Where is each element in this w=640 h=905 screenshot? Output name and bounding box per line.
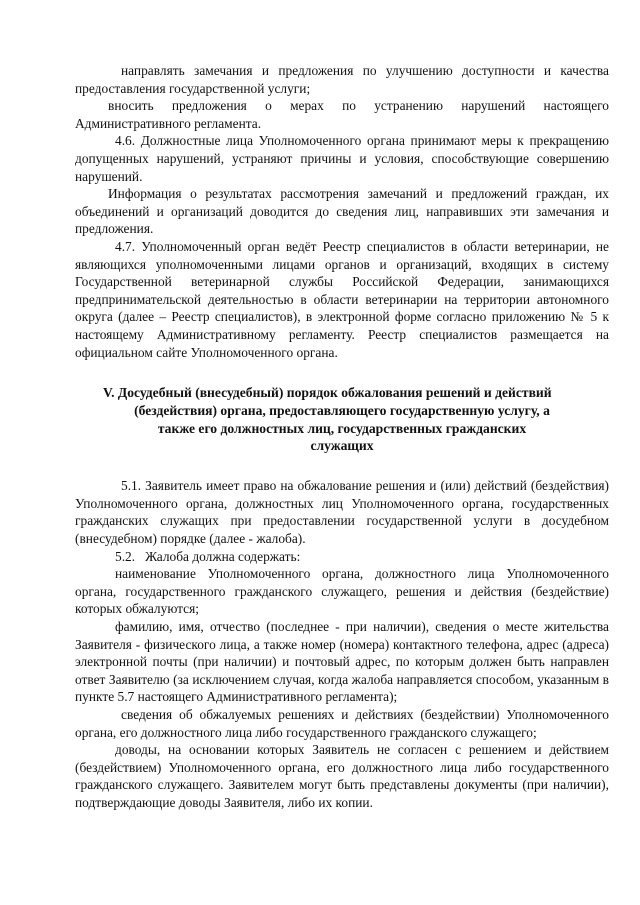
paragraph-send-remarks: направлять замечания и предложения по улучшению доступности и качества предоставления государственной услуги; — [75, 63, 609, 96]
document-page — [75, 62, 609, 812]
section-heading-line-2: (бездействия) органа, предоставляющего государственную услугу, а — [134, 402, 550, 418]
paragraph-5-1: 5.1. Заявитель имеет право на обжалование решения и (или) действий (бездействия) Уполномоченного органа, должностных лиц Уполномоченного органа, государственных гражданских служащих при предоставлении государственной услуги в досудебном (внесудебном) порядке (далее - жалоба). — [75, 478, 609, 547]
paragraph-appealed-decisions: сведения об обжалуемых решениях и действиях (бездействии) Уполномоченного органа, его должностного лица либо государственного гражданского служащего; — [75, 707, 609, 740]
paragraph-applicant-details: фамилию, имя, отчество (последнее - при наличии), сведения о месте жительства Заявителя - физического лица, а также номер (номера) контактного телефона, адрес (адреса) электронной почты (при наличии) и почтовый адрес, по которым должен быть направлен ответ Заявителю (за исключением случая, когда жалоба направляется способом, указанным в пункте 5.7 настоящего Административного регламента); — [75, 619, 609, 705]
section-heading-line-4: служащих — [310, 438, 374, 454]
paragraph-arguments: доводы, на основании которых Заявитель не согласен с решением и действием (бездействием) Уполномоченного органа, его должностного лица либо государственного гражданского служащего. Заявителем могут быть представлены документы (при наличии), подтверждающие доводы Заявителя, либо их копии. — [75, 742, 609, 810]
paragraph-submit-proposals: вносить предложения о мерах по устранению нарушений настоящего Административного регламента. — [75, 98, 609, 131]
paragraph-5-2: 5.2. Жалоба должна содержать: — [115, 548, 301, 564]
section-v-heading — [75, 384, 609, 455]
paragraph-4-6: 4.6. Должностные лица Уполномоченного органа принимают меры к прекращению допущенных нарушений, устраняют причины и условия, способствующие совершению нарушений. — [75, 133, 609, 184]
section-heading-line-3: также его должностных лиц, государственных гражданских — [157, 420, 527, 436]
paragraph-4-7: 4.7. Уполномоченный орган ведёт Реестр специалистов в области ветеринарии, не являющихся уполномоченными лицами органов и организаций, входящих в систему Государственной ветеринарной службы Российской Федерации, занимающихся предпринимательской деятельностью в области ветеринарии на территории автономного округа (далее – Реестр специалистов), в электронной форме согласно приложению № 5 к настоящему Административному регламенту. Реестр специалистов размещается на официальном сайте Уполномоченного органа. — [75, 238, 609, 360]
section-heading-line-1: V. Досудебный (внесудебный) порядок обжалования решений и действий — [103, 385, 552, 401]
paragraph-name-of-body: наименование Уполномоченного органа, должностного лица Уполномоченного органа, государственного гражданского служащего, решения и действия (бездействие) которых обжалуются; — [75, 566, 609, 617]
paragraph-review-info: Информация о результатах рассмотрения замечаний и предложений граждан, их объединений и организаций доводится до сведения лиц, направивших эти замечания и предложения. — [75, 186, 609, 237]
spacer — [75, 455, 609, 477]
